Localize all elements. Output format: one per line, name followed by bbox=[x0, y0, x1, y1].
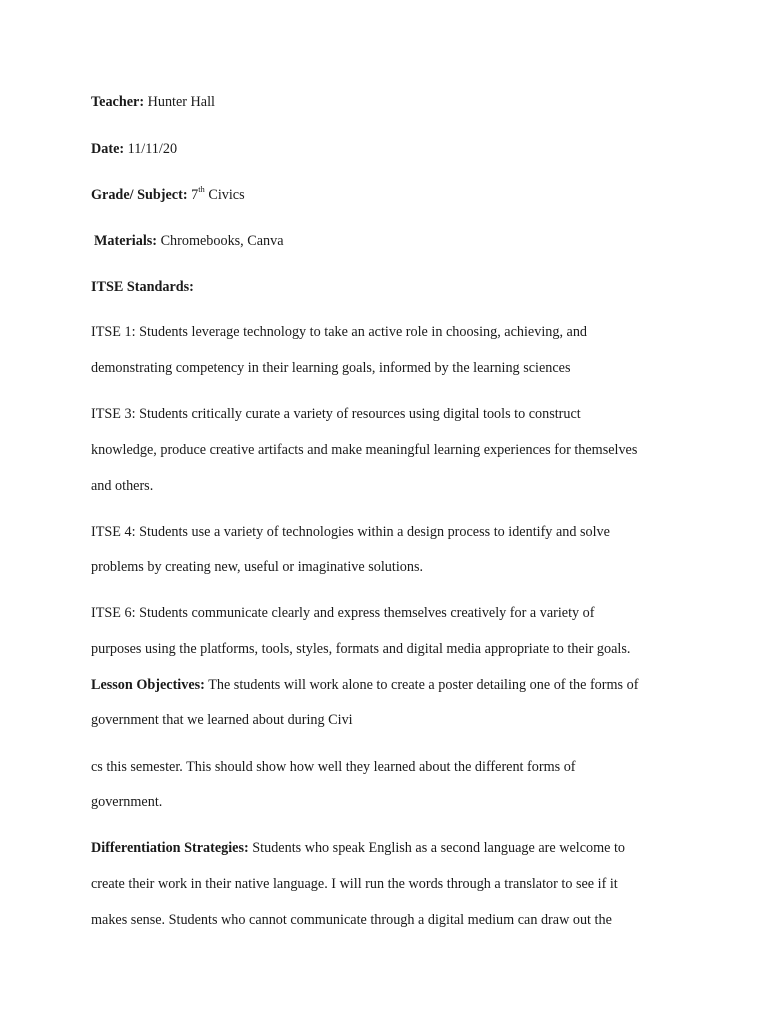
teacher-label: Teacher: bbox=[91, 94, 145, 110]
standard-line: demonstrating competency in their learning goals, informed by the learning sciences bbox=[91, 360, 571, 376]
standard-line: ITSE 1: Students leverage technology to take an active role in choosing, achieving, and bbox=[91, 324, 588, 340]
materials-label: Materials: bbox=[94, 233, 158, 249]
differentiation-line: create their work in their native language. I will run the words through a translator to see if it bbox=[91, 876, 618, 892]
date-value: 11/11/20 bbox=[127, 141, 178, 157]
objectives-line: government. bbox=[91, 794, 163, 810]
objectives-line bbox=[91, 676, 638, 694]
materials-line bbox=[94, 232, 284, 250]
date-label: Date: bbox=[91, 141, 125, 157]
objectives-line: cs this semester. This should show how well they learned about the different forms of bbox=[91, 759, 576, 775]
differentiation-line bbox=[91, 839, 625, 857]
date-line bbox=[91, 140, 177, 158]
standard-line: knowledge, produce creative artifacts and make meaningful learning experiences for themselves bbox=[91, 442, 638, 458]
standard-line: problems by creating new, useful or imaginative solutions. bbox=[91, 559, 424, 575]
subject-value: Civics bbox=[208, 187, 245, 203]
standard-line: ITSE 3: Students critically curate a variety of resources using digital tools to construct bbox=[91, 406, 581, 422]
grade-suffix: th bbox=[198, 184, 205, 195]
differentiation-text: Students who speak English as a second language are welcome to bbox=[252, 840, 625, 856]
objectives-label: Lesson Objectives: bbox=[91, 677, 205, 693]
grade-label: Grade/ Subject: bbox=[91, 187, 188, 203]
standard-line: and others. bbox=[91, 478, 154, 494]
objectives-line: government that we learned about during Civi bbox=[91, 712, 353, 728]
standard-line: ITSE 4: Students use a variety of technologies within a design process to identify and solve bbox=[91, 524, 610, 540]
standard-line: purposes using the platforms, tools, styles, formats and digital media appropriate to their goals. bbox=[91, 641, 631, 657]
differentiation-label: Differentiation Strategies: bbox=[91, 840, 249, 856]
differentiation-line: makes sense. Students who cannot communicate through a digital medium can draw out the bbox=[91, 912, 612, 928]
teacher-line bbox=[91, 93, 215, 111]
standards-heading: ITSE Standards: bbox=[91, 279, 194, 295]
standard-line: ITSE 6: Students communicate clearly and express themselves creatively for a variety of bbox=[91, 605, 595, 621]
objectives-text: The students will work alone to create a poster detailing one of the forms of bbox=[208, 677, 639, 693]
teacher-value: Hunter Hall bbox=[147, 94, 215, 110]
materials-value: Chromebooks, Canva bbox=[160, 233, 284, 249]
grade-number: 7 bbox=[191, 187, 199, 203]
grade-subject-line bbox=[91, 186, 245, 204]
